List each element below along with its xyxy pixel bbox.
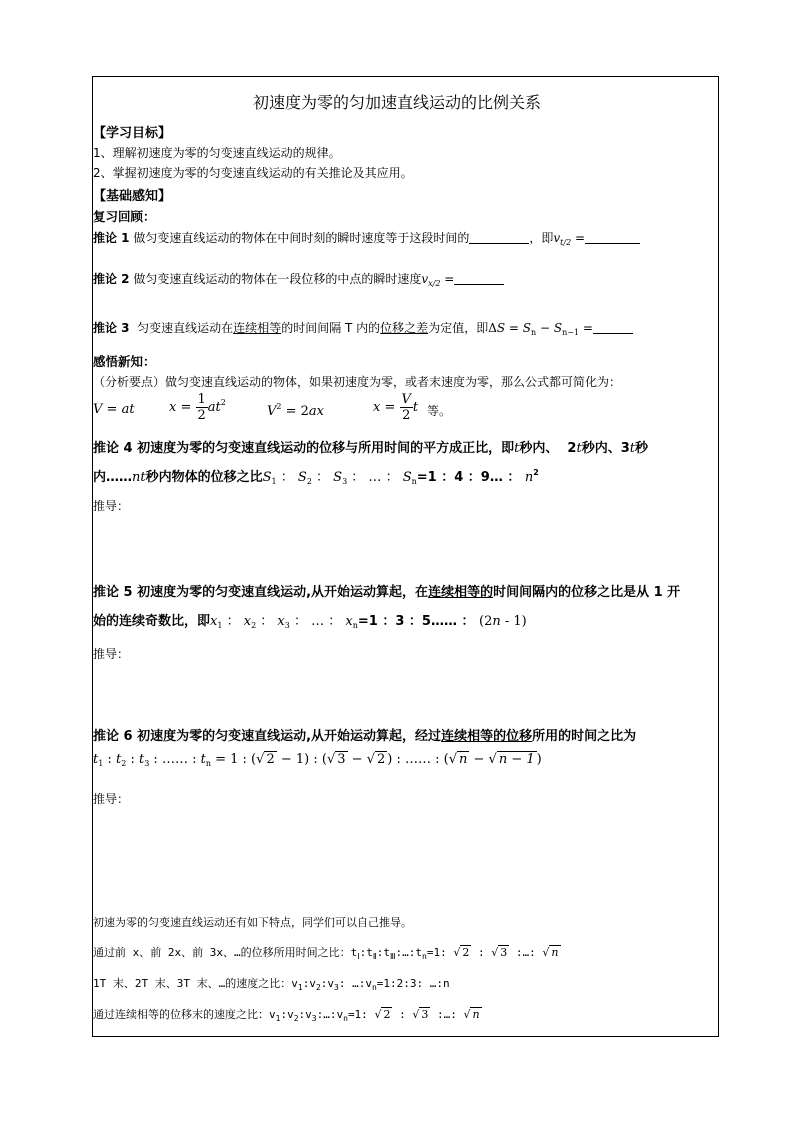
fill-blank: [593, 321, 633, 334]
footer-intro: 初速为零的匀变速直线运动还有如下特点，同学们可以自己推导。: [93, 916, 412, 929]
inference-3: [93, 319, 633, 337]
inference-4-line1: 推论 4 初速度为零的匀变速直线运动的位移与所用时间的平方成正比，即t秒内、 2t秒内、3t秒: [93, 441, 649, 456]
formula-tail: 等。: [427, 404, 452, 418]
goal-item: 1、理解初速度为零的匀变速直线运动的规律。: [93, 146, 341, 160]
inference-2-label: 推论 2: [93, 272, 130, 286]
inference-3-underline: 连续相等: [233, 321, 282, 335]
inference-3-mid: 的时间间隔 T 内的: [281, 321, 381, 335]
goals-header: 【学习目标】: [93, 126, 172, 141]
derive-label: 推导：: [93, 792, 130, 806]
footer-line-2: 1T 末、2T 末、3T 末、…的速度之比：$v_1:v_2:v_3$: $\dots:v_n=1:2:3$: …:n: [93, 977, 450, 992]
review-label: 复习回顾：: [93, 209, 156, 224]
inference-6-underline: 连续相等的位移: [441, 729, 533, 744]
derive-label: 推导：: [93, 499, 130, 513]
goal-item: 2、掌握初速度为零的匀变速直线运动的有关推论及其应用。: [93, 166, 413, 180]
basics-header: 【基础感知】: [93, 189, 172, 204]
inference-5-line2: 始的连续奇数比，即$x_1$ ： $x_2$ ： $x_3$ ： … ： $x_n=1$ ：3 ：5…… ： (2n - 1): [93, 614, 527, 630]
inference-3-post: 为定值，即: [428, 321, 489, 335]
inference-1-mid: ，即: [529, 231, 554, 245]
formula-v-half-x: v: [421, 272, 429, 286]
inference-2-text: 做匀变速直线运动的物体在一段位移的中点的瞬时速度: [133, 272, 422, 286]
formula-v2-2ax: $V^2 = 2ax$: [267, 402, 325, 419]
inference-1: 推论 1 做匀变速直线运动的物体在中间时刻的瞬时速度等于这段时间的 ，即$v_{t/2}$ =: [93, 229, 640, 247]
fill-blank: [454, 272, 504, 285]
worksheet-frame: [92, 76, 719, 1037]
fill-blank: [585, 231, 640, 244]
new-knowledge-label: 感悟新知：: [93, 354, 156, 369]
inference-6-label: 推论 6: [93, 729, 133, 744]
formula-x-half-vt: x = $\frac{V}{2}$ t: [373, 392, 419, 423]
formula-x-half-at2: x = $\frac{1}{2}$ $at^2$: [169, 392, 226, 423]
inference-4-line2: 内……nt秒内物体的位移之比$S_1$ ： $S_2$ ： $S_3$ ： … ： $S_n=1$ ：4 ：9… ： $n^2$: [93, 468, 539, 486]
derive-label: 推导：: [93, 647, 130, 661]
inference-5-label: 推论 5: [93, 585, 133, 600]
inference-4-text: 初速度为零的匀变速直线运动的位移与所用时间的平方成正比，即: [137, 441, 515, 456]
fill-blank: [469, 231, 529, 244]
formula-v-at: V = at: [93, 402, 135, 417]
inference-3-label: 推论 3: [93, 321, 130, 335]
analysis-text: （分析要点）做匀变速直线运动的物体，如果初速度为零，或者末速度为零，那么公式都可简化为：: [93, 375, 622, 389]
footer-line-1: 通过前 x、前 2x、前 3x、…的位移所用时间之比：$t_Ⅰ:t_Ⅱ:t_Ⅲ:\dots:t_n=1$: √ 2 : √ 3 :…: √ n: [93, 946, 559, 961]
formula-delta-s: $\Delta S = S_n - S_{n-1}$ =: [488, 321, 593, 337]
inference-4-label: 推论 4: [93, 441, 133, 456]
inference-2: 推论 2 做匀变速直线运动的物体在一段位移的中点的瞬时速度$v_{x/2}$ =: [93, 270, 504, 288]
inference-3-pre: 匀变速直线运动在: [137, 321, 234, 335]
formula-v-half-t: v: [553, 231, 561, 245]
inference-1-label: 推论 1: [93, 231, 130, 245]
inference-1-text: 做匀变速直线运动的物体在中间时刻的瞬时速度等于这段时间的: [133, 231, 470, 245]
page-title: 初速度为零的匀加速直线运动的比例关系: [252, 93, 541, 112]
inference-5-line1: 推论 5 初速度为零的匀变速直线运动,从开始运动算起，在连续相等的时间间隔内的位移之比是从 1 开: [93, 585, 681, 600]
inference-3-underline: 位移之差: [380, 321, 429, 335]
formula-time-ratio: $t_1$ : $t_2$ : $t_3$ : …… : $t_n = 1$ : (√ 2 − 1) : (√ 3 − √ 2 ) : …… : (√ n − √ n − 1 ): [93, 752, 542, 768]
inference-5-underline: 连续相等的: [428, 585, 494, 600]
inference-6-line1: 推论 6 初速度为零的匀变速直线运动,从开始运动算起，经过连续相等的位移所用的时间之比为: [93, 729, 637, 744]
footer-line-3: 通过连续相等的位移末的速度之比：$v_1:v_2:v_3:\dots:v_n=1$: √ 2 : √ 3 :…: √ n: [93, 1008, 480, 1023]
